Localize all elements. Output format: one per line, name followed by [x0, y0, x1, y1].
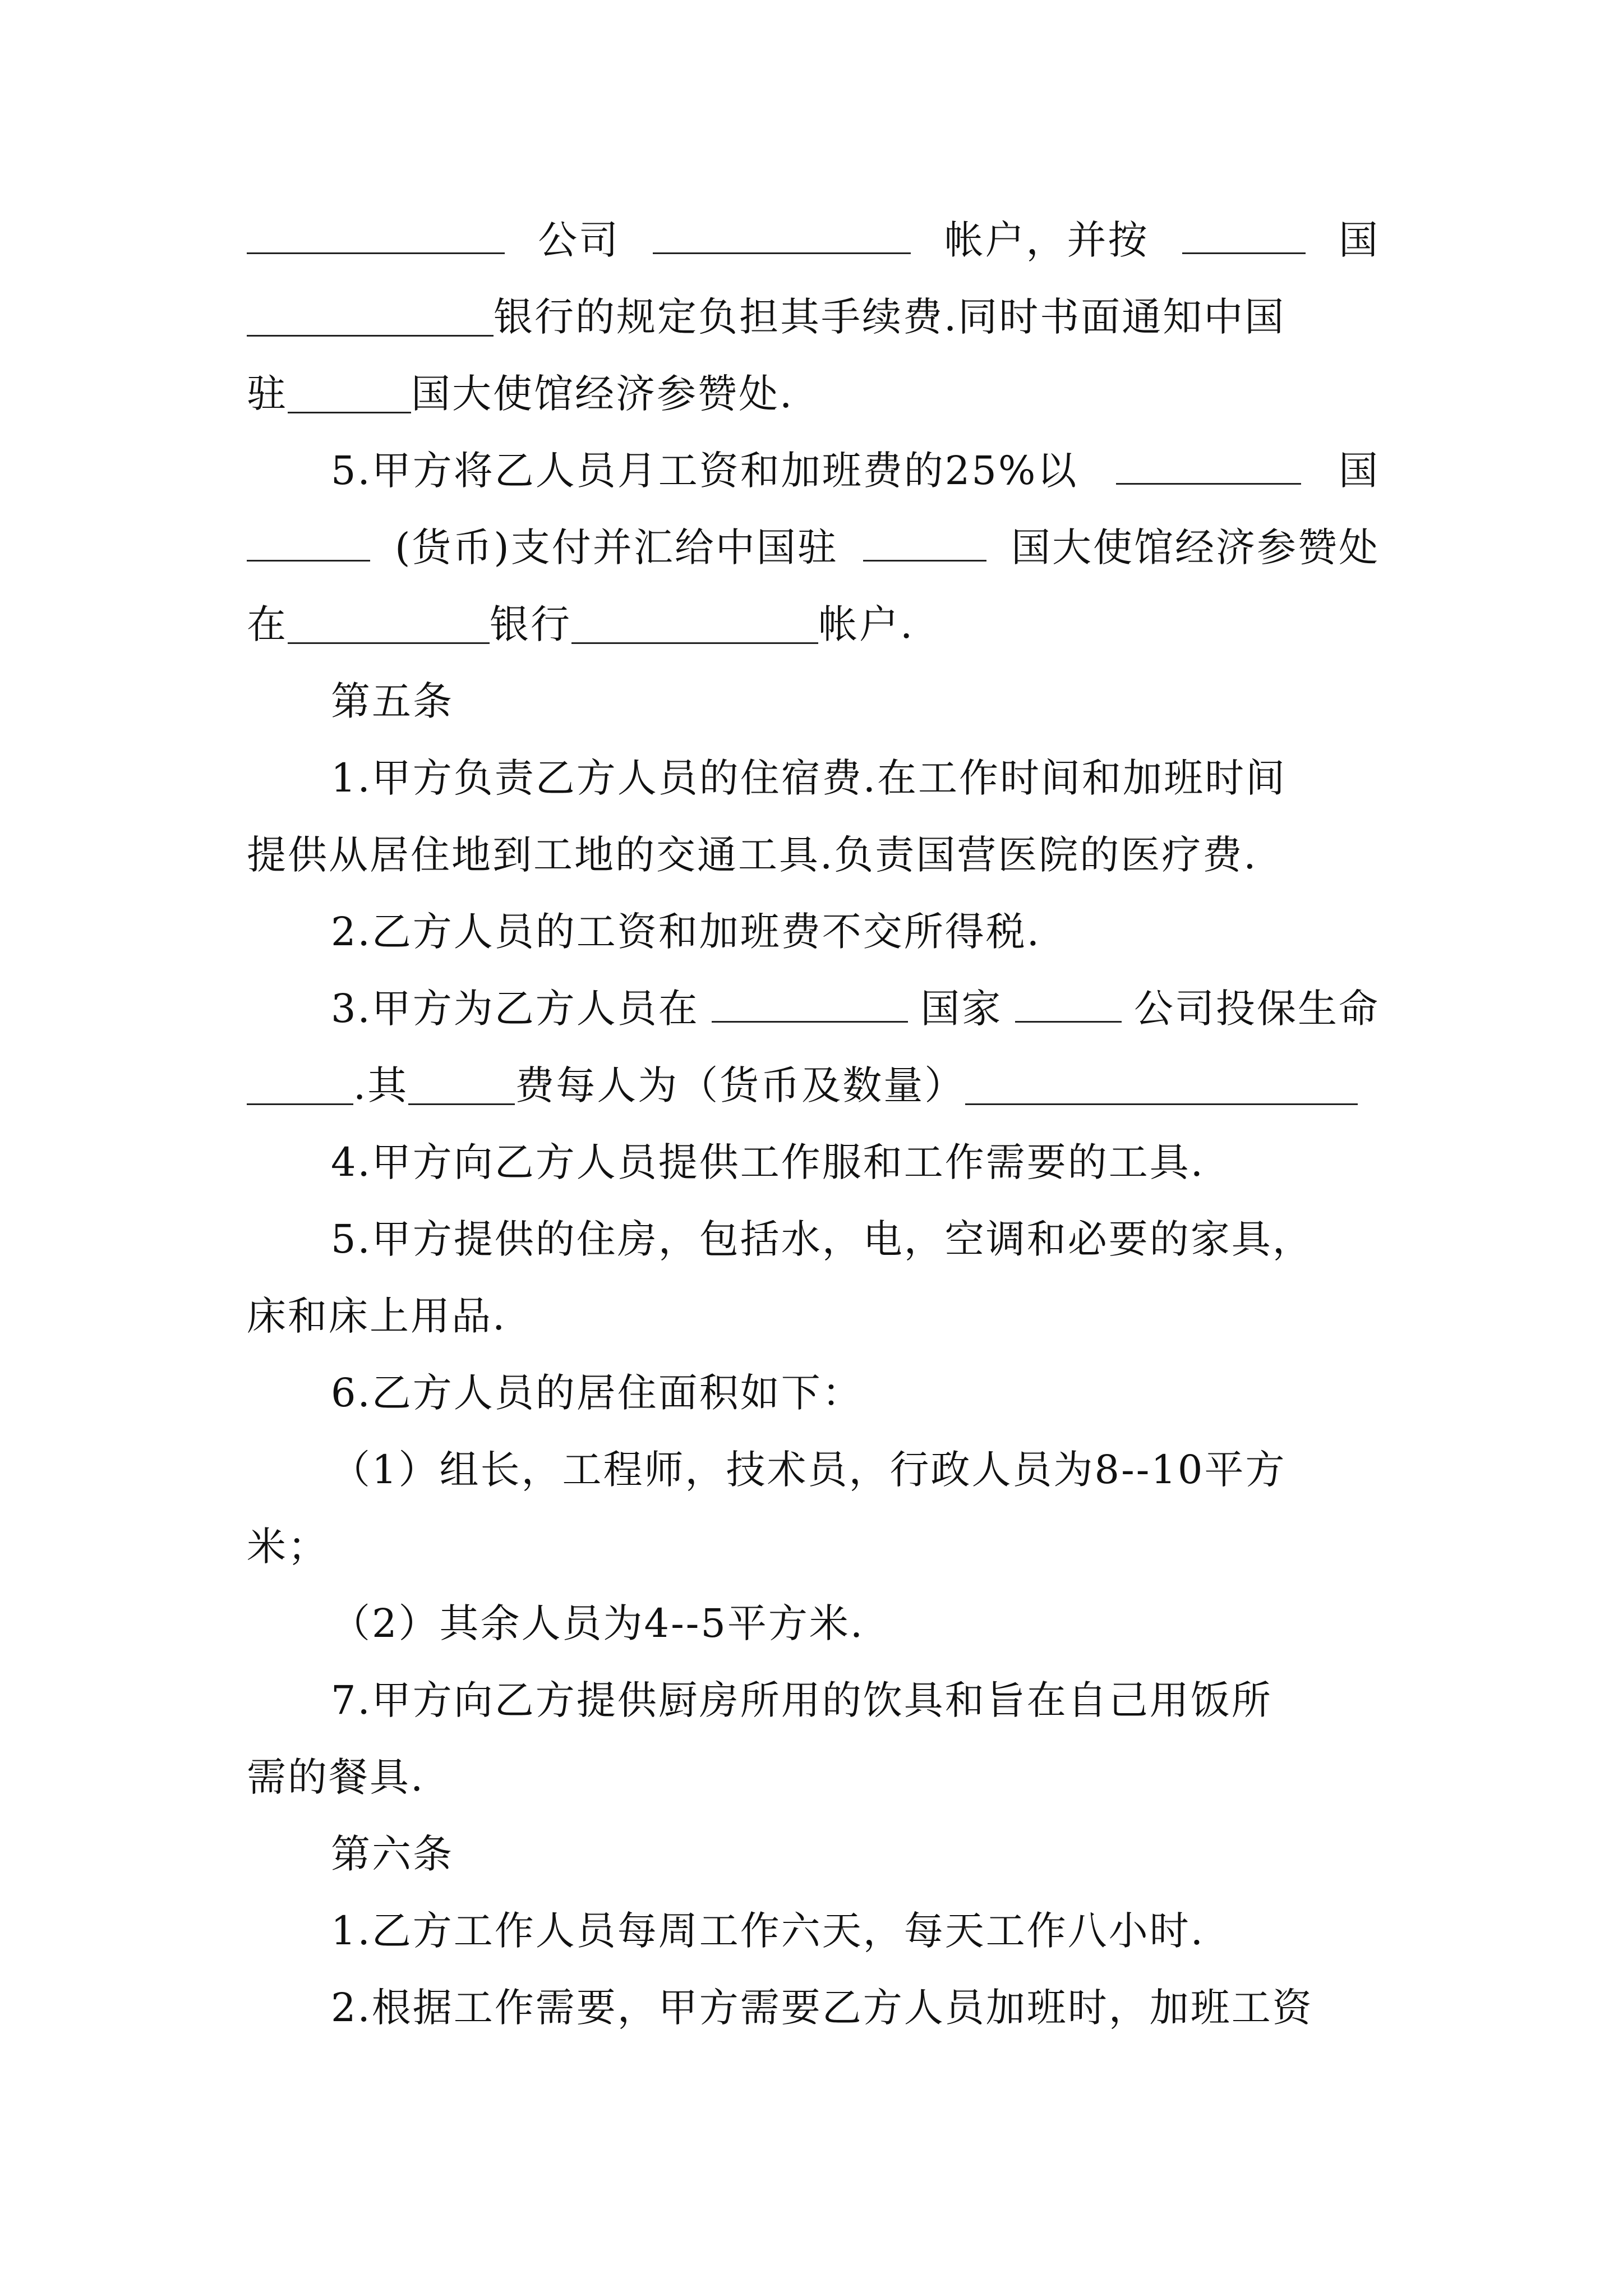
blank-field: [247, 1059, 353, 1105]
blank-field: [1182, 208, 1306, 254]
text-segment: 3.甲方为乙方人员在: [331, 986, 699, 1032]
text-segment: .其: [353, 1062, 409, 1108]
blank-field: [653, 208, 911, 254]
line-12: [247, 1047, 1380, 1124]
text-segment: 提供从居住地到工地的交通工具.负责国营医院的医疗费.: [247, 832, 1258, 878]
text-segment: 4.甲方向乙方人员提供工作服和工作需要的工具.: [331, 1139, 1205, 1185]
text-segment: 国大使馆经济参赞处.: [411, 371, 794, 417]
line-3: [247, 356, 1380, 432]
text-segment: 帐户，并按: [944, 217, 1149, 263]
line-11: [247, 970, 1380, 1047]
text-segment: 国大使馆经济参赞处: [1011, 524, 1380, 570]
text-segment: 在: [247, 601, 288, 647]
line-14: [247, 1201, 1380, 1278]
blank-field: [247, 515, 370, 562]
blank-field: [247, 290, 494, 337]
text-segment: 需的餐具.: [247, 1754, 425, 1800]
text-segment: 帐户.: [818, 601, 915, 647]
line-23: [247, 1893, 1380, 1970]
text-segment: 5.甲方将乙人员月工资和加班费的25%以: [331, 448, 1078, 494]
line-6: [247, 586, 1380, 663]
document-page: [247, 202, 1380, 2046]
text-segment: 2.根据工作需要，甲方需要乙方人员加班时，加班工资: [331, 1985, 1313, 2031]
line-13: [247, 1124, 1380, 1201]
text-segment: 驻: [247, 371, 288, 417]
text-segment: 1.乙方工作人员每周工作六天，每天工作八小时.: [331, 1908, 1205, 1954]
line-8: [247, 740, 1380, 817]
line-18: [247, 1508, 1380, 1585]
line-15: [247, 1278, 1380, 1355]
text-segment: 1.甲方负责乙方人员的住宿费.在工作时间和加班时间: [331, 755, 1287, 801]
section-heading-article-6: [247, 1816, 1380, 1893]
blank-field: [408, 1059, 515, 1105]
text-segment: 费每人为（货币及数量）: [515, 1062, 966, 1108]
blank-field: [863, 515, 986, 562]
text-segment: 公司投保生命: [1133, 986, 1380, 1032]
line-2: [247, 279, 1380, 356]
text-segment: （1）组长，工程师，技术员，行政人员为8--10平方: [331, 1447, 1287, 1493]
blank-field: [288, 597, 490, 644]
blank-field: [712, 976, 908, 1023]
blank-field: [1015, 976, 1122, 1023]
line-4: [247, 432, 1380, 509]
text-segment: 6.乙方人员的居住面积如下：: [331, 1370, 863, 1416]
text-segment: 国: [1338, 217, 1380, 263]
line-5: [247, 509, 1380, 586]
heading-text: 第五条: [331, 678, 454, 724]
line-17: [247, 1432, 1380, 1508]
line-1: [247, 202, 1380, 279]
text-segment: 2.乙方人员的工资和加班费不交所得税.: [331, 909, 1041, 955]
text-segment: 银行的规定负担其手续费.同时书面通知中国: [494, 294, 1286, 340]
line-21: [247, 1739, 1380, 1816]
text-segment: 国家: [920, 986, 1003, 1032]
text-segment: (货币)支付并汇给中国驻: [395, 524, 838, 570]
line-10: [247, 894, 1380, 970]
text-segment: 国: [1339, 448, 1380, 494]
text-segment: 5.甲方提供的住房，包括水，电，空调和必要的家具，: [331, 1216, 1313, 1262]
line-24: [247, 1970, 1380, 2046]
line-19: [247, 1585, 1380, 1662]
text-segment: （2）其余人员为4--5平方米.: [331, 1600, 865, 1646]
text-segment: 银行: [490, 601, 571, 647]
heading-text: 第六条: [331, 1831, 454, 1877]
text-segment: 公司: [538, 217, 620, 263]
text-segment: 7.甲方向乙方提供厨房所用的饮具和旨在自己用饭所: [331, 1677, 1272, 1723]
line-9: [247, 817, 1380, 894]
line-16: [247, 1355, 1380, 1432]
blank-field: [247, 208, 505, 254]
text-segment: 米；: [247, 1524, 329, 1570]
blank-field: [288, 367, 411, 413]
blank-field: [571, 597, 818, 644]
text-segment: 床和床上用品.: [247, 1293, 507, 1339]
blank-field: [1116, 438, 1301, 485]
section-heading-article-5: [247, 663, 1380, 740]
line-20: [247, 1662, 1380, 1739]
blank-field: [965, 1059, 1358, 1105]
